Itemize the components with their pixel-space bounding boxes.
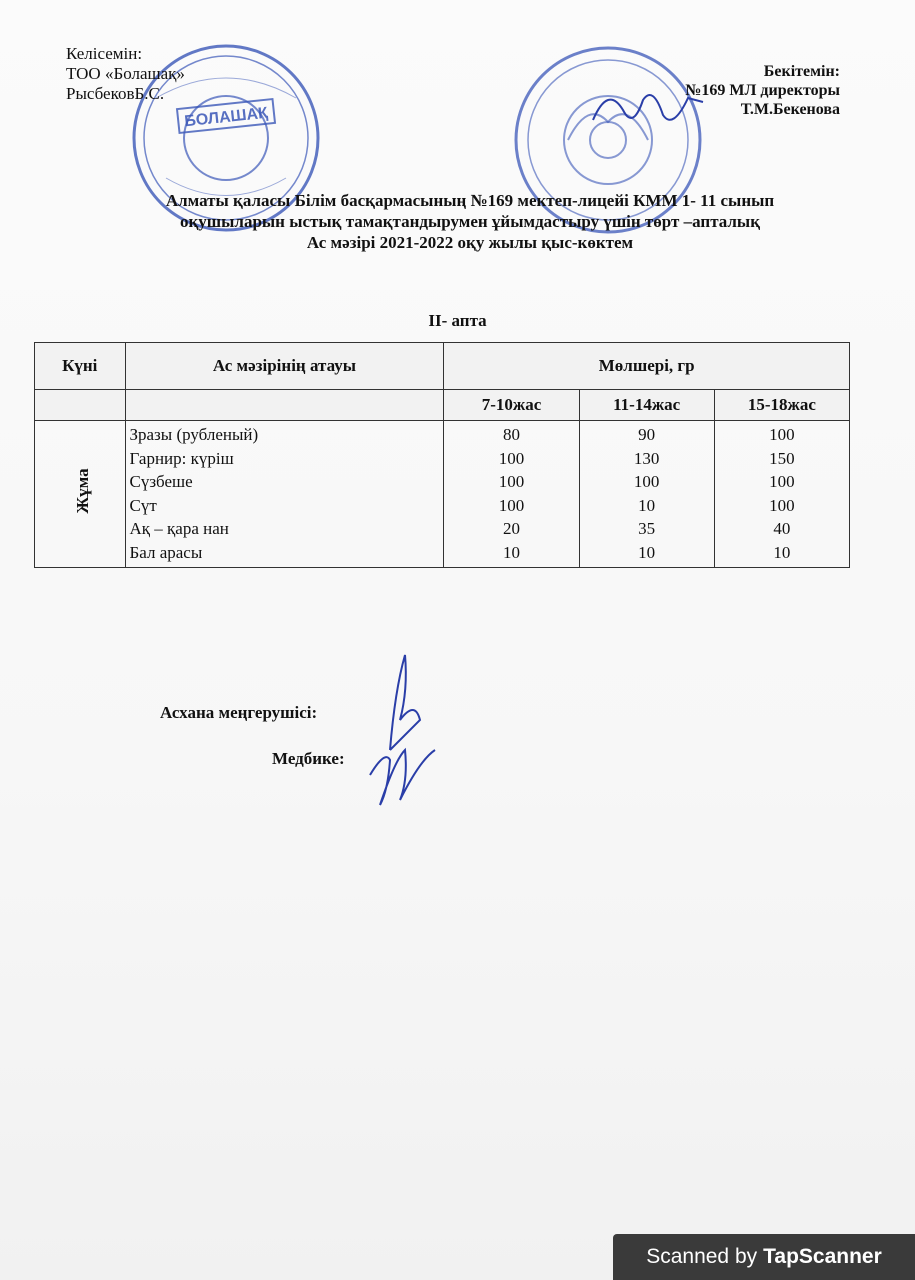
value: 100: [498, 448, 525, 468]
menu-table: [34, 342, 850, 568]
title-line-2: оқушыларын ыстық тамақтандырумен ұйымдастыру үшін төрт –апталық: [179, 212, 761, 231]
approval-right: [640, 62, 840, 119]
kitchen-head-label: Асхана меңгерушісі:: [160, 703, 318, 722]
value: 150: [769, 448, 795, 468]
age-row-empty-2: [125, 390, 444, 421]
badge-prefix: Scanned by: [646, 1245, 758, 1268]
title-line-3: Ас мәзірі 2021-2022 оқу жылы қыс-көктем: [306, 233, 634, 252]
list-item: Ақ – қара нан: [129, 519, 229, 538]
age-group-1: 7-10жас: [444, 390, 579, 421]
value: 130: [633, 448, 660, 468]
week-label: II- апта: [428, 311, 487, 330]
document-title: [60, 190, 880, 253]
value: 10: [773, 542, 791, 562]
age-group-3: 15-18жас: [714, 390, 849, 421]
value: 90: [638, 425, 656, 444]
table-row: [35, 421, 850, 568]
approved-label: Бекітемін:: [763, 63, 840, 80]
value: 100: [498, 495, 525, 515]
list-item: Сүзбеше: [129, 472, 193, 491]
approval-left: [66, 44, 185, 104]
value: 80: [502, 425, 520, 444]
company-signatory: РысбековБ.С.: [66, 84, 165, 103]
director-title: №169 МЛ директоры: [685, 82, 840, 99]
value: 100: [633, 472, 660, 491]
values-11-14: [579, 421, 714, 568]
age-row: [35, 390, 850, 421]
value: 10: [638, 542, 656, 562]
values-7-10: [444, 421, 579, 568]
list-item: Сүт: [129, 495, 157, 515]
values-15-18: [714, 421, 849, 568]
day-label: Жұма: [73, 468, 92, 514]
age-group-2: 11-14жас: [579, 390, 714, 421]
value: 20: [502, 519, 520, 538]
age-row-empty-1: [35, 390, 126, 421]
badge-brand: TapScanner: [763, 1245, 882, 1268]
agreed-label: Келісемін:: [66, 44, 143, 63]
value: 100: [498, 472, 525, 491]
stamp-text: БОЛАШАҚ: [183, 104, 269, 131]
title-line-1: Алматы қаласы Білім басқармасының №169 мектеп-лицейі КММ 1- 11 сынып: [165, 191, 775, 210]
company-name: ТОО «Болашақ»: [66, 64, 185, 83]
scanner-watermark: [613, 1234, 915, 1280]
value: 10: [638, 495, 656, 515]
value: 100: [769, 495, 795, 515]
list-item: Зразы (рубленый): [129, 425, 259, 444]
day-cell: [35, 421, 126, 568]
value: 35: [638, 519, 656, 538]
value: 10: [502, 542, 520, 562]
handwritten-signature: [360, 650, 440, 810]
list-item: Бал арасы: [129, 542, 203, 562]
header-row: [35, 343, 850, 390]
header-name: Ас мәзірінің атауы: [125, 343, 444, 390]
director-name: Т.М.Бекенова: [740, 101, 840, 118]
items-cell: [125, 421, 444, 568]
header-amount: Мөлшері, гр: [444, 343, 850, 390]
list-item: Гарнир: күріш: [129, 448, 234, 468]
value: 40: [773, 519, 791, 538]
value: 100: [769, 425, 795, 444]
value: 100: [769, 472, 795, 491]
nurse-label: Медбике:: [272, 749, 345, 768]
header-day: Күні: [35, 343, 126, 390]
